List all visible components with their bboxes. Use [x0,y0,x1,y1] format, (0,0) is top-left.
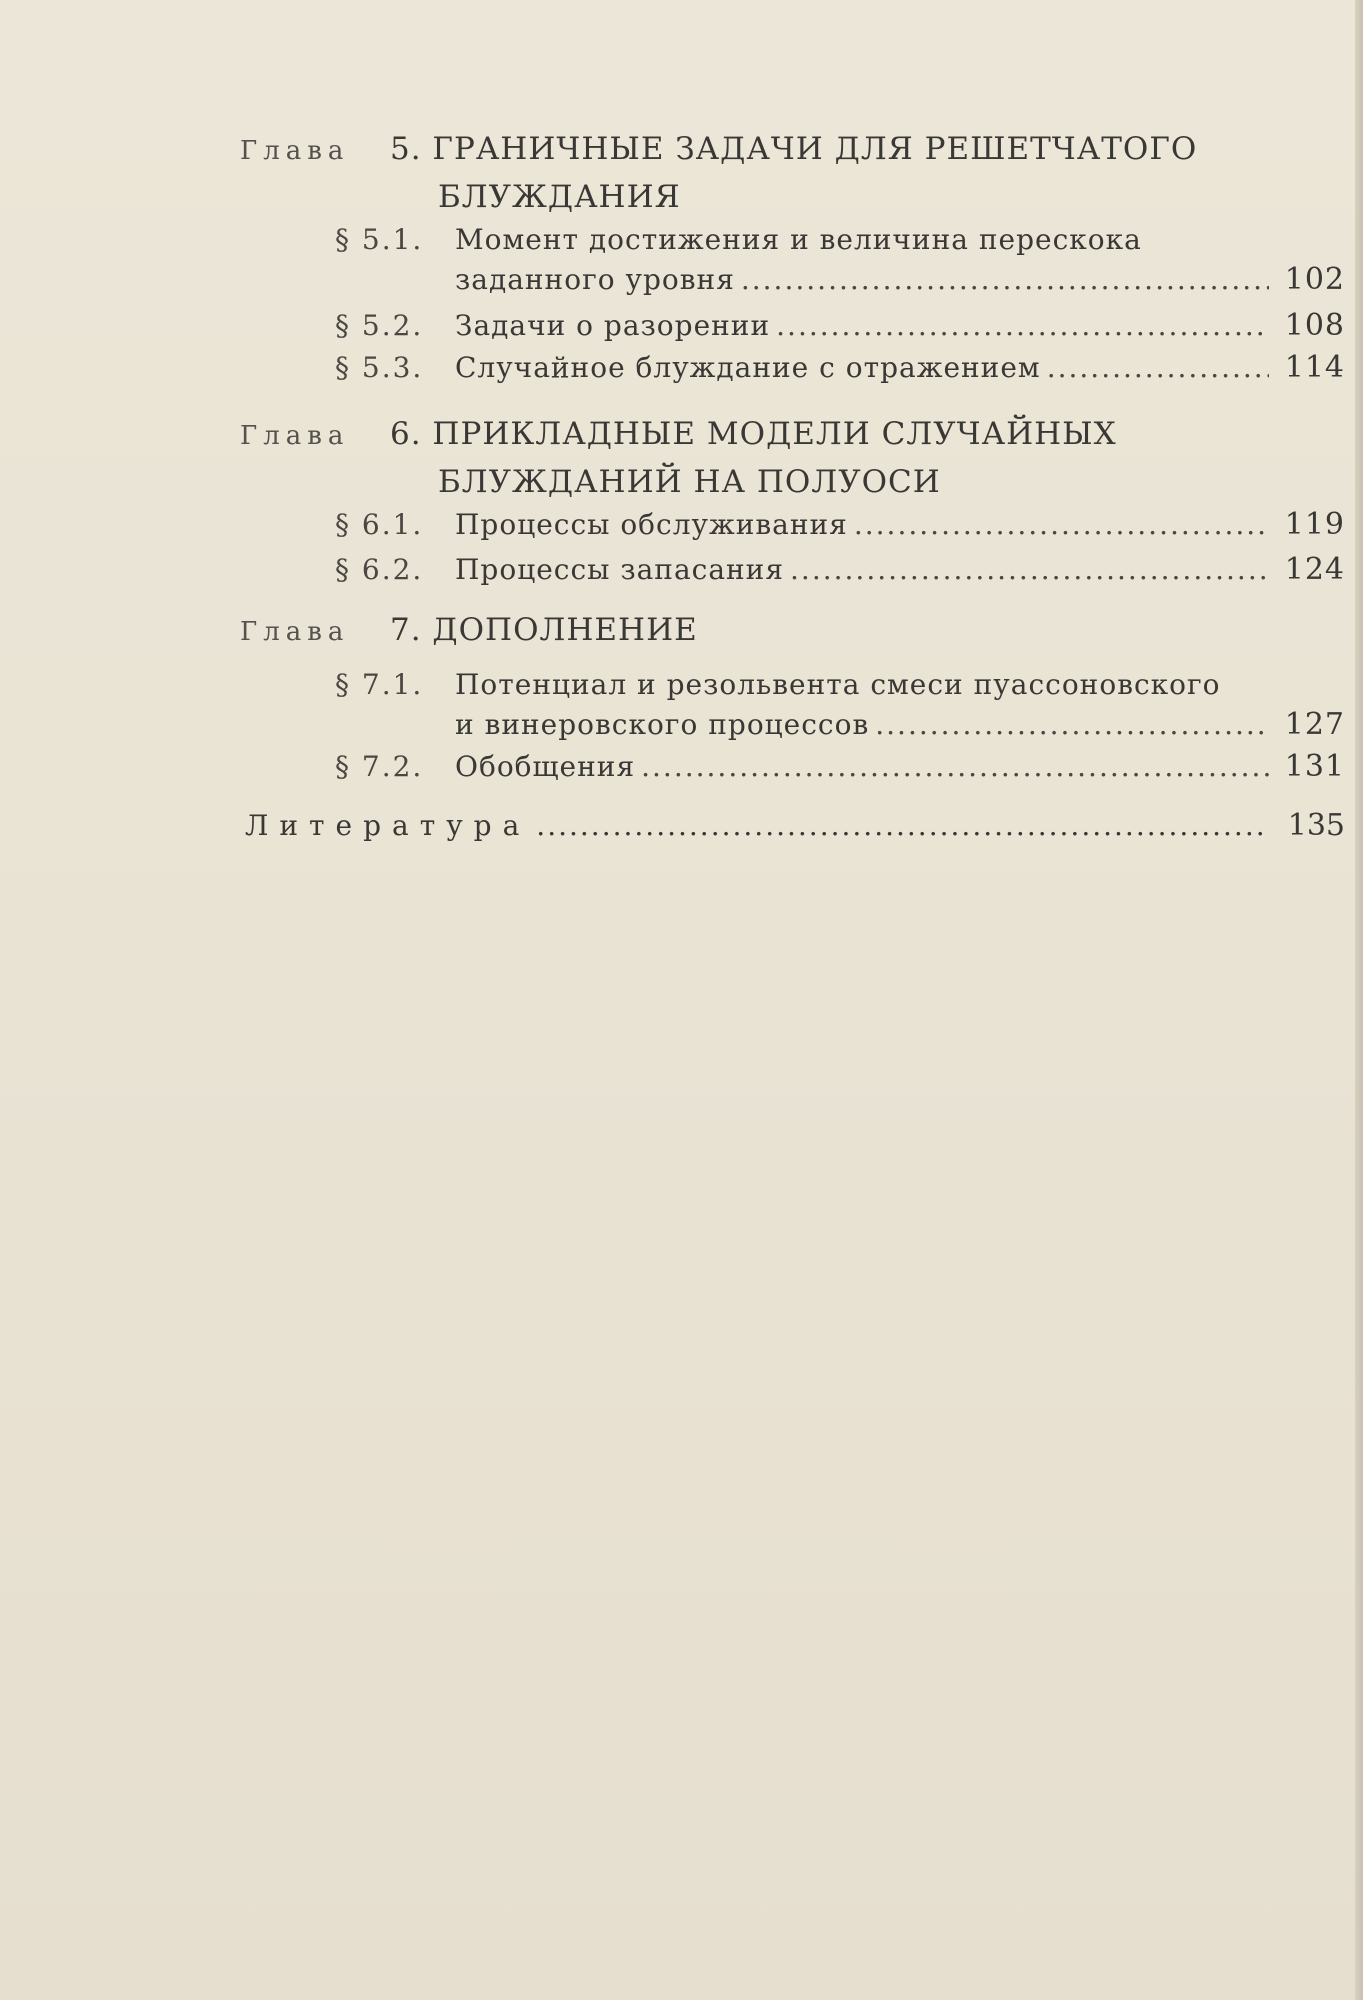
section-row [335,747,1345,787]
section-row [335,705,1345,745]
section-number: § 5.2. [335,309,424,342]
dot-leader [790,550,1269,590]
section-5-2[interactable] [335,306,1345,346]
page-number: 119 [1284,507,1345,542]
section-number: § 6.1. [335,508,424,541]
page-number: 114 [1284,350,1345,385]
page-number: 108 [1284,308,1345,343]
chapter-5-heading [240,125,1210,221]
page-number: 124 [1284,552,1345,587]
section-title: Потенциал и резольвента смеси пуассоновского [455,668,1221,701]
dot-leader [875,705,1269,745]
section-number: § 7.2. [335,750,424,783]
dot-leader [1047,348,1269,388]
dot-leader [741,260,1269,300]
dot-leader [536,806,1269,846]
section-title-continued: заданного уровня [455,263,735,296]
chapter-title-line: БЛУЖДАНИЙ НА ПОЛУОСИ [438,464,941,500]
page-edge [1355,0,1363,2000]
section-row [335,260,1345,300]
section-7-2[interactable] [335,747,1345,787]
section-number: § 5.3. [335,351,424,384]
chapter-7-heading [240,606,1210,656]
literature-entry[interactable] [245,806,1345,846]
chapter-title-line: 7. ДОПОЛНЕНИЕ [390,612,698,648]
chapter-prefix: Глава [240,617,350,647]
dot-leader [854,505,1269,545]
dot-leader [641,747,1269,787]
chapter-title-line: БЛУЖДАНИЯ [438,179,681,215]
section-title: Момент достижения и величина перескока [455,223,1142,256]
section-5-1[interactable] [335,220,1345,300]
page-number: 127 [1284,707,1345,742]
section-number: § 6.2. [335,553,424,586]
section-title-continued: и винеровского процессов [455,708,870,741]
section-row [335,665,1345,705]
page-number: 102 [1284,262,1345,297]
literature-label: Литература [245,809,531,842]
chapter-title-line: 5. ГРАНИЧНЫЕ ЗАДАЧИ ДЛЯ РЕШЕТЧАТОГО [390,131,1198,167]
section-6-2[interactable] [335,550,1345,590]
section-row [335,348,1345,388]
section-5-3[interactable] [335,348,1345,388]
page-number: 131 [1284,749,1345,784]
section-title: Процессы обслуживания [455,508,848,541]
section-row [335,306,1345,346]
section-number: § 5.1. [335,223,424,256]
section-title: Процессы запасания [455,553,785,586]
chapter-title-line: 6. ПРИКЛАДНЫЕ МОДЕЛИ СЛУЧАЙНЫХ [390,416,1117,452]
chapter-prefix: Глава [240,421,350,451]
section-title: Обобщения [455,750,636,783]
section-row [335,220,1345,260]
chapter-6-heading [240,410,1210,506]
section-title: Задачи о разорении [455,309,771,342]
section-row [335,550,1345,590]
section-number: § 7.1. [335,668,424,701]
chapter-prefix: Глава [240,136,350,166]
section-row [335,505,1345,545]
dot-leader [776,306,1269,346]
section-6-1[interactable] [335,505,1345,545]
page-number: 135 [1287,808,1345,843]
section-title: Случайное блуждание с отражением [455,351,1041,384]
section-7-1[interactable] [335,665,1345,745]
